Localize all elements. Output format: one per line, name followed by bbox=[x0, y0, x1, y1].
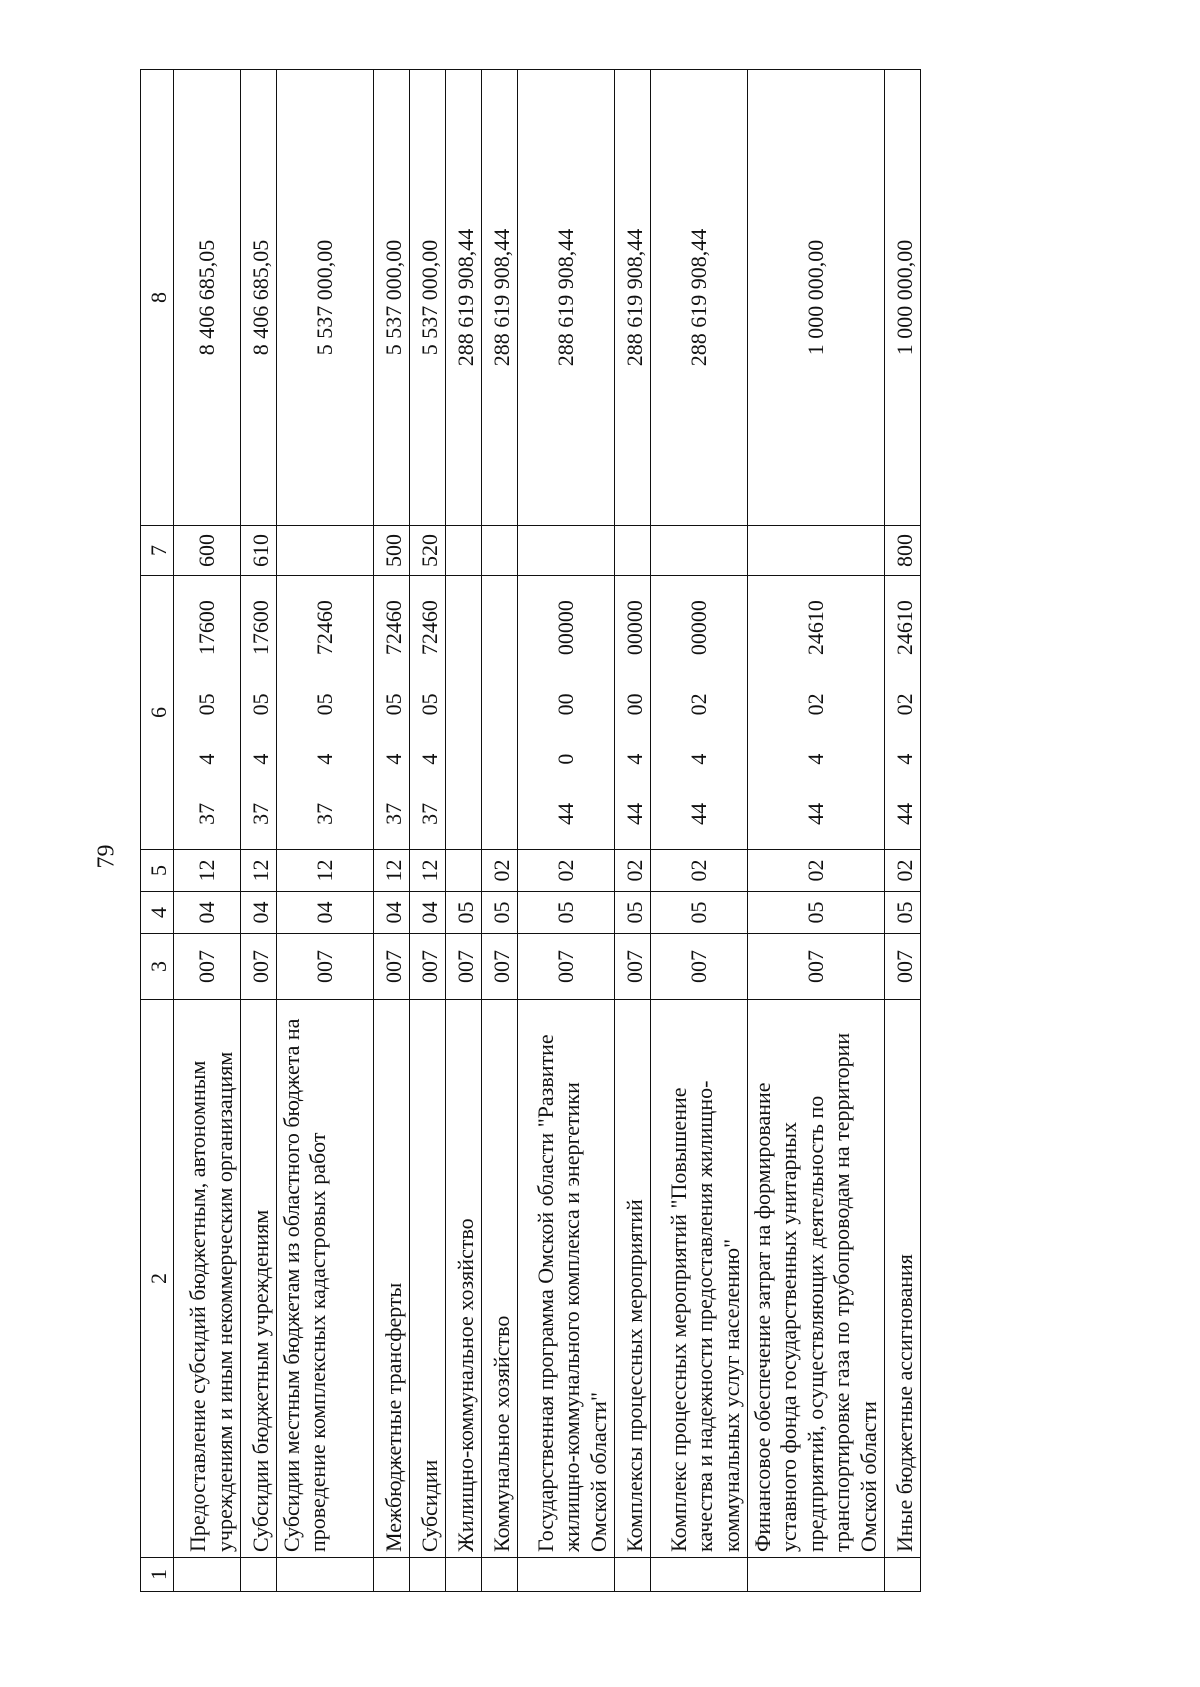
description-cell: Предоставление субсидий бюджетным, автономным учреждениям и иным некоммерческим организациям bbox=[174, 1000, 241, 1558]
budget-table bbox=[140, 69, 921, 1592]
amount-cell: 1 000 000,00 bbox=[884, 70, 920, 526]
description-cell: Комплекс процессных мероприятий "Повышение качества и надежности предоставления жилищно-коммунальных услуг населению" bbox=[651, 1000, 748, 1558]
description-cell: Субсидии бюджетным учреждениям bbox=[241, 1000, 277, 1558]
description-cell: Коммунальное хозяйство bbox=[482, 1000, 518, 1558]
expense-type-cell: 520 bbox=[410, 526, 446, 576]
header-cell: 4 bbox=[141, 892, 174, 934]
description-cell: Межбюджетные трансферты bbox=[374, 1000, 410, 1558]
target-article-cell bbox=[446, 576, 482, 850]
target-article-cell: 44 0 00 00000 bbox=[518, 576, 615, 850]
subsection-cell: 02 bbox=[748, 850, 885, 892]
row-number-cell bbox=[518, 1558, 615, 1592]
table-row bbox=[174, 70, 241, 1592]
row-number-cell bbox=[615, 1558, 651, 1592]
table-row bbox=[374, 70, 410, 1592]
header-cell: 2 bbox=[141, 1000, 174, 1558]
row-number-cell bbox=[651, 1558, 748, 1592]
subsection-cell: 12 bbox=[277, 850, 374, 892]
expense-type-cell bbox=[277, 526, 374, 576]
expense-type-cell bbox=[651, 526, 748, 576]
expense-type-cell bbox=[482, 526, 518, 576]
amount-cell: 5 537 000,00 bbox=[374, 70, 410, 526]
target-article-cell bbox=[482, 576, 518, 850]
ministry-code-cell: 007 bbox=[241, 934, 277, 1000]
section-cell: 05 bbox=[651, 892, 748, 934]
table-row bbox=[241, 70, 277, 1592]
amount-cell: 8 406 685,05 bbox=[174, 70, 241, 526]
ministry-code-cell: 007 bbox=[615, 934, 651, 1000]
row-number-cell bbox=[446, 1558, 482, 1592]
target-article-cell: 37 4 05 72460 bbox=[374, 576, 410, 850]
header-cell: 8 bbox=[141, 70, 174, 526]
amount-cell: 288 619 908,44 bbox=[446, 70, 482, 526]
page-number: 79 bbox=[93, 844, 120, 868]
amount-cell: 288 619 908,44 bbox=[651, 70, 748, 526]
section-cell: 05 bbox=[748, 892, 885, 934]
section-cell: 05 bbox=[884, 892, 920, 934]
description-cell: Комплексы процессных мероприятий bbox=[615, 1000, 651, 1558]
subsection-cell: 02 bbox=[482, 850, 518, 892]
description-cell: Субсидии bbox=[410, 1000, 446, 1558]
section-cell: 05 bbox=[446, 892, 482, 934]
row-number-cell bbox=[410, 1558, 446, 1592]
table-row bbox=[518, 70, 615, 1592]
row-number-cell bbox=[884, 1558, 920, 1592]
subsection-cell: 02 bbox=[651, 850, 748, 892]
ministry-code-cell: 007 bbox=[374, 934, 410, 1000]
expense-type-cell: 600 bbox=[174, 526, 241, 576]
amount-cell: 288 619 908,44 bbox=[518, 70, 615, 526]
subsection-cell: 12 bbox=[241, 850, 277, 892]
header-cell: 3 bbox=[141, 934, 174, 1000]
table-header-row bbox=[141, 70, 174, 1592]
rotated-page-content bbox=[140, 70, 1020, 1592]
row-number-cell bbox=[374, 1558, 410, 1592]
target-article-cell: 37 4 05 17600 bbox=[174, 576, 241, 850]
description-cell: Субсидии местным бюджетам из областного бюджета на проведение комплексных кадастровых работ bbox=[277, 1000, 374, 1558]
header-cell: 1 bbox=[141, 1558, 174, 1592]
amount-cell: 288 619 908,44 bbox=[615, 70, 651, 526]
section-cell: 04 bbox=[410, 892, 446, 934]
expense-type-cell bbox=[518, 526, 615, 576]
ministry-code-cell: 007 bbox=[518, 934, 615, 1000]
table-row bbox=[615, 70, 651, 1592]
ministry-code-cell: 007 bbox=[748, 934, 885, 1000]
row-number-cell bbox=[482, 1558, 518, 1592]
subsection-cell: 12 bbox=[374, 850, 410, 892]
header-cell: 6 bbox=[141, 576, 174, 850]
subsection-cell: 02 bbox=[615, 850, 651, 892]
subsection-cell bbox=[446, 850, 482, 892]
amount-cell: 288 619 908,44 bbox=[482, 70, 518, 526]
table-row bbox=[748, 70, 885, 1592]
amount-cell: 1 000 000,00 bbox=[748, 70, 885, 526]
amount-cell: 8 406 685,05 bbox=[241, 70, 277, 526]
amount-cell: 5 537 000,00 bbox=[410, 70, 446, 526]
amount-cell: 5 537 000,00 bbox=[277, 70, 374, 526]
subsection-cell: 12 bbox=[410, 850, 446, 892]
target-article-cell: 44 4 02 00000 bbox=[651, 576, 748, 850]
row-number-cell bbox=[277, 1558, 374, 1592]
row-number-cell bbox=[174, 1558, 241, 1592]
subsection-cell: 12 bbox=[174, 850, 241, 892]
description-cell: Финансовое обеспечение затрат на формирование уставного фонда государственных унитарных предприятий, осуществляющих деятельность по транспортировке газа по трубопроводам на территории Омской области bbox=[748, 1000, 885, 1558]
expense-type-cell: 610 bbox=[241, 526, 277, 576]
ministry-code-cell: 007 bbox=[884, 934, 920, 1000]
expense-type-cell bbox=[615, 526, 651, 576]
section-cell: 04 bbox=[277, 892, 374, 934]
table-row bbox=[482, 70, 518, 1592]
subsection-cell: 02 bbox=[518, 850, 615, 892]
target-article-cell: 44 4 00 00000 bbox=[615, 576, 651, 850]
table-row bbox=[651, 70, 748, 1592]
table-row bbox=[446, 70, 482, 1592]
description-cell: Жилищно-коммунальное хозяйство bbox=[446, 1000, 482, 1558]
expense-type-cell: 800 bbox=[884, 526, 920, 576]
ministry-code-cell: 007 bbox=[410, 934, 446, 1000]
header-cell: 5 bbox=[141, 850, 174, 892]
target-article-cell: 37 4 05 17600 bbox=[241, 576, 277, 850]
expense-type-cell bbox=[748, 526, 885, 576]
section-cell: 05 bbox=[615, 892, 651, 934]
expense-type-cell bbox=[446, 526, 482, 576]
header-cell: 7 bbox=[141, 526, 174, 576]
description-cell: Иные бюджетные ассигнования bbox=[884, 1000, 920, 1558]
section-cell: 04 bbox=[241, 892, 277, 934]
target-article-cell: 37 4 05 72460 bbox=[410, 576, 446, 850]
row-number-cell bbox=[241, 1558, 277, 1592]
subsection-cell: 02 bbox=[884, 850, 920, 892]
table-row bbox=[884, 70, 920, 1592]
ministry-code-cell: 007 bbox=[446, 934, 482, 1000]
section-cell: 04 bbox=[174, 892, 241, 934]
ministry-code-cell: 007 bbox=[174, 934, 241, 1000]
section-cell: 05 bbox=[518, 892, 615, 934]
table-row bbox=[277, 70, 374, 1592]
section-cell: 05 bbox=[482, 892, 518, 934]
table-row bbox=[410, 70, 446, 1592]
target-article-cell: 44 4 02 24610 bbox=[748, 576, 885, 850]
ministry-code-cell: 007 bbox=[482, 934, 518, 1000]
ministry-code-cell: 007 bbox=[651, 934, 748, 1000]
description-cell: Государственная программа Омской области "Развитие жилищно-коммунального комплекса и энергетики Омской области" bbox=[518, 1000, 615, 1558]
row-number-cell bbox=[748, 1558, 885, 1592]
section-cell: 04 bbox=[374, 892, 410, 934]
expense-type-cell: 500 bbox=[374, 526, 410, 576]
target-article-cell: 37 4 05 72460 bbox=[277, 576, 374, 850]
ministry-code-cell: 007 bbox=[277, 934, 374, 1000]
target-article-cell: 44 4 02 24610 bbox=[884, 576, 920, 850]
